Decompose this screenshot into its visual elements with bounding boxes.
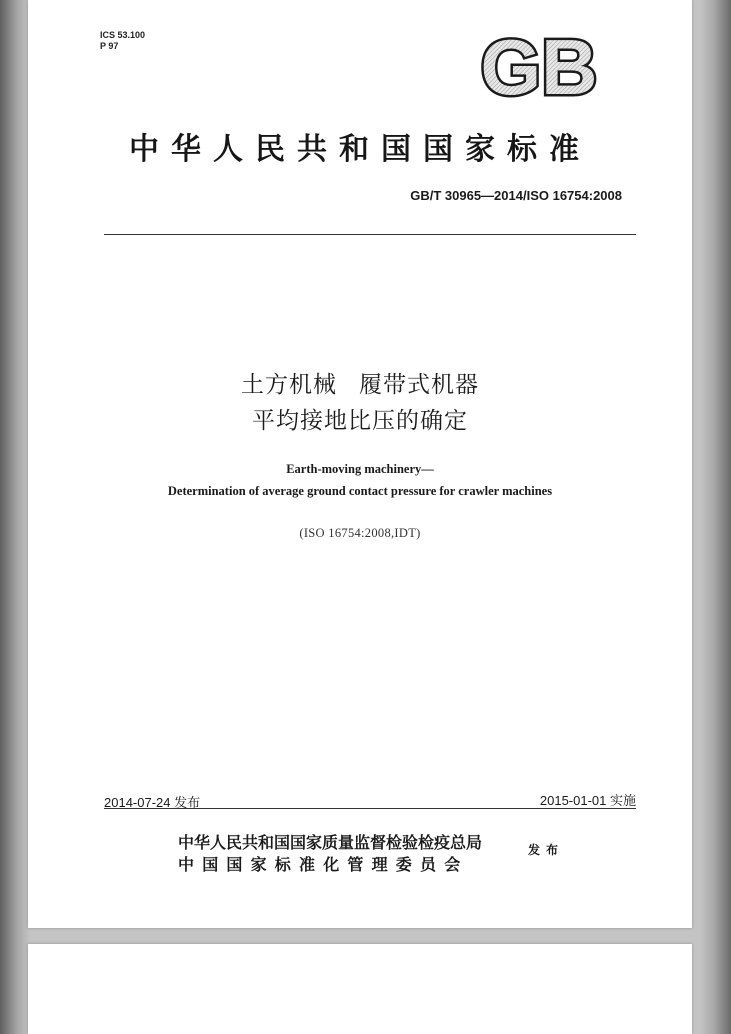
class-code: P 97 [100,41,119,51]
title-zh-part1: 土方机械 [241,372,337,398]
iso-reference: (ISO 16754:2008,IDT) [299,526,421,540]
next-page [28,944,692,1034]
header-divider [104,234,636,235]
issue-date: 2014-07-24 发布 [104,795,201,810]
title-zh-part2: 履带式机器 [359,372,479,398]
issuer-line1: 中华人民共和国国家质量监督检验检疫总局 [178,833,483,852]
publish-label: 发布 [528,843,565,857]
document-page [28,0,692,928]
title-zh-line1 [28,366,692,399]
title-zh-line2: 平均接地比压的确定 [252,408,468,434]
footer-divider [104,808,636,809]
ics-code: ICS 53.100 [100,30,146,40]
standard-code: GB/T 30965—2014/ISO 16754:2008 [410,188,622,203]
standard-title: 中华人民共和国国家标准 [129,132,591,167]
gb-logo [470,30,608,102]
title-en-line2: Determination of average ground contact pressure for crawler machines [167,484,553,498]
gb-logo-text: GB [480,30,598,102]
classification-codes [100,30,145,52]
title-en-line1: Earth-moving machinery— [286,462,434,476]
implement-date: 2015-01-01 实施 [539,793,636,808]
issuer-line2: 中国国家标准化管理委员会 [178,855,469,874]
